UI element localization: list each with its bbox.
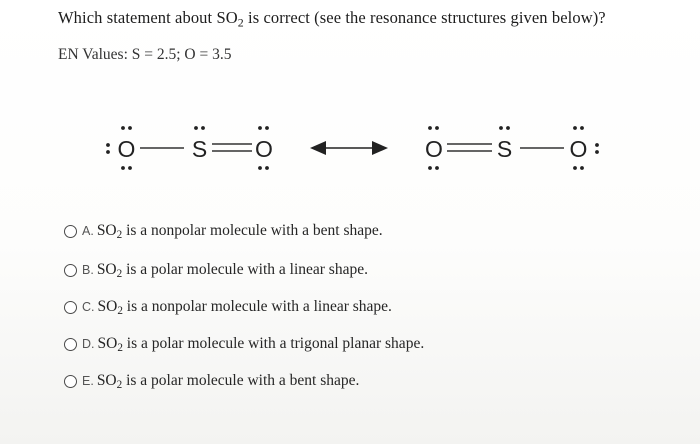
- resonance-structure-left: [106, 126, 273, 170]
- option-label: $SO_2$ is a nonpolar molecule with a linear shape.: [97, 298, 392, 318]
- option-label: $SO_2$ is a polar molecule with a bent shape.: [96, 372, 360, 392]
- oxygen-atom: O: [117, 136, 136, 162]
- option-label: $SO_2$ is a polar molecule with a trigonal planar shape.: [97, 335, 425, 355]
- option-letter: B.: [82, 263, 94, 277]
- resonance-structures: [0, 96, 700, 216]
- oxygen-atom: O: [255, 136, 273, 162]
- radio-button[interactable]: [64, 301, 77, 314]
- option-b[interactable]: [64, 261, 368, 279]
- oxygen-atom: O: [425, 136, 443, 162]
- option-letter: D.: [82, 337, 95, 351]
- option-label: $SO_2$ is a nonpolar molecule with a bent shape.: [96, 222, 383, 242]
- radio-button[interactable]: [64, 375, 77, 388]
- option-a[interactable]: [64, 222, 383, 240]
- radio-button[interactable]: [64, 338, 77, 351]
- sulfur-atom: S: [191, 136, 208, 162]
- resonance-arrow-icon: [310, 141, 388, 155]
- oxygen-atom: O: [569, 136, 588, 162]
- option-letter: A.: [82, 224, 94, 238]
- option-label: $SO_2$ is a polar molecule with a linear shape.: [96, 261, 368, 281]
- radio-button[interactable]: [64, 225, 77, 238]
- option-c[interactable]: [64, 298, 392, 316]
- question-text: Which statement about $SO_2$ is correct (see the resonance structures given below)?: [58, 8, 606, 30]
- en-values: EN Values: S = 2.5; O = 3.5: [58, 46, 232, 63]
- option-letter: C.: [82, 300, 95, 314]
- sulfur-atom: S: [496, 136, 513, 162]
- option-letter: E.: [82, 374, 94, 388]
- radio-button[interactable]: [64, 264, 77, 277]
- resonance-structure-right: [425, 126, 599, 170]
- option-e[interactable]: [64, 372, 359, 390]
- option-d[interactable]: [64, 335, 424, 353]
